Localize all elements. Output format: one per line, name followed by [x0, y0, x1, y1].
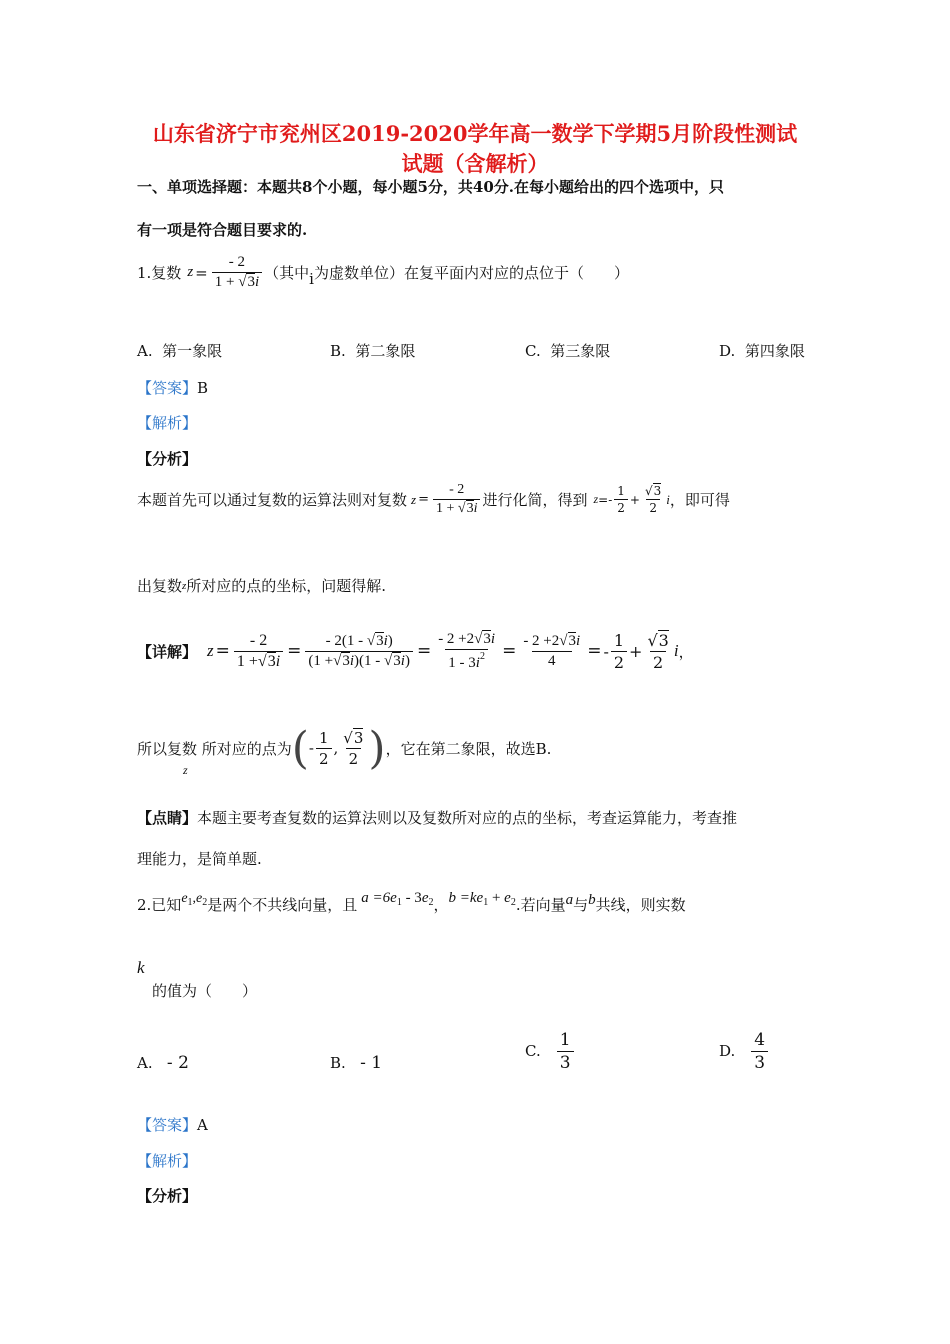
fenxi-res-sqrt3	[642, 484, 664, 515]
q2-option-c	[525, 1026, 576, 1076]
q1-fenxi-line1	[137, 482, 730, 517]
q2-a-def	[361, 890, 433, 908]
detail-tail: ，	[678, 642, 694, 661]
dianjing-label: 【点睛】	[137, 809, 198, 827]
answer-label: 【答案】	[137, 1116, 198, 1134]
q2-text-d: 的值为（ ）	[152, 982, 258, 1000]
xiangjie-label: 【详解】	[137, 642, 198, 661]
q1-eq: =	[195, 263, 208, 282]
q1-dianjing-line2: 理能力，是简单题.	[137, 850, 262, 868]
conclude-a: 所以复数	[137, 739, 198, 758]
q1-analysis-label: 【解析】	[137, 414, 198, 432]
q2-option-d	[719, 1026, 770, 1076]
option-den: 3	[751, 1051, 768, 1073]
detail-f3-num-sq: 3	[483, 630, 491, 647]
dianjing-text-a: 本题主要考查复数的运算法则以及复数所对应的点的坐标，考查运算能力，考查推	[197, 809, 738, 827]
q1-fraction	[212, 254, 262, 291]
q1-option-d	[719, 340, 805, 361]
detail-f3-den: 1 - 3	[448, 654, 476, 671]
q2-answer	[137, 1114, 208, 1135]
detail-res-sqrt3	[644, 631, 671, 672]
detail-frac3	[435, 631, 498, 672]
option-letter: C.	[525, 1042, 541, 1060]
option-fraction	[751, 1030, 768, 1073]
option-letter: D.	[719, 1042, 736, 1060]
point-y	[340, 729, 366, 768]
q2-sub1: 1	[187, 896, 193, 908]
sqrt-icon: √	[384, 652, 393, 669]
detail-half-num: 1	[613, 630, 625, 650]
q2-k: k	[137, 958, 145, 977]
point-y-num: 3	[353, 728, 364, 747]
fenxi-res-plus: +	[629, 492, 640, 507]
q1-frac-num: - 2	[228, 254, 246, 270]
q1-fenxi-line2	[137, 575, 386, 596]
sq-den: 2	[646, 499, 660, 515]
q2-text-c: 共线，则实数	[595, 895, 686, 914]
detail-f2-den-b: 1 -	[364, 652, 385, 669]
fenxi-line2-z: z	[182, 580, 187, 592]
detail-sq-num: 3	[658, 630, 669, 650]
fenxi-res-i: i	[666, 491, 670, 507]
option-text: 第一象限	[162, 342, 223, 360]
section-heading-line2: 有一项是符合题目要求的.	[137, 221, 308, 239]
section-heading-line1: 一、单项选择题：本题共8个小题，每小题5分，共40分.在每小题给出的四个选项中，只	[137, 178, 724, 196]
q1-dianjing-line1	[137, 807, 737, 828]
fenxi-res-half	[614, 484, 628, 515]
detail-f4-num: - 2 +2	[523, 632, 560, 649]
q1-note-b: 为虚数单位）在复平面内对应的点位于（ ）	[313, 264, 629, 282]
option-text: - 1	[360, 1053, 383, 1073]
detail-eq4: =	[502, 641, 517, 661]
fenxi-den-i: i	[473, 501, 478, 516]
option-letter: A.	[137, 342, 153, 360]
document-title-line1: 山东省济宁市兖州区2019-2020学年高一数学下学期5月阶段性测试	[152, 121, 798, 146]
q2-minus3: - 3	[401, 890, 422, 906]
sqrt-icon: √	[238, 274, 247, 290]
fenxi-text-b: 进行化简，得到	[482, 491, 588, 509]
answer-label: 【答案】	[137, 379, 198, 397]
detail-f2-den-sq: 3	[342, 652, 350, 669]
option-fraction	[557, 1030, 574, 1073]
sqrt-icon: √	[644, 484, 653, 498]
q2-e: e	[504, 890, 511, 906]
q2-e: e	[196, 890, 203, 906]
detail-f2-num-sq: 3	[376, 632, 384, 649]
detail-f2-num-a: - 2	[325, 632, 342, 649]
sqrt-icon: √	[366, 632, 376, 649]
detail-f4-num-i: i	[576, 632, 581, 649]
sqrt-icon: √	[257, 652, 267, 670]
fenxi-text-c: ，即可得	[669, 491, 730, 509]
detail-f4-den: 4	[532, 651, 572, 670]
q2-e: e	[421, 890, 429, 906]
q1-note-a: （其中	[264, 264, 310, 282]
q1-option-b	[330, 340, 415, 361]
fenxi-text-a: 本题首先可以通过复数的运算法则对复数	[137, 491, 408, 509]
q2-e: e	[181, 890, 188, 906]
detail-f3-num: - 2 +2	[438, 630, 475, 647]
q2-e1e2	[181, 891, 207, 908]
half-den: 2	[614, 499, 628, 515]
fenxi-den-b: 3	[466, 501, 474, 516]
point-sign: -	[308, 739, 314, 757]
option-den: 3	[557, 1051, 574, 1073]
q2-sub1: 1	[483, 897, 489, 908]
option-letter: B.	[330, 1054, 346, 1072]
q1-den-i: i	[254, 274, 260, 290]
conclude-z: z	[183, 762, 188, 777]
detail-sq-den: 2	[650, 651, 666, 672]
fenxi-res-eq: =	[598, 492, 609, 507]
q2-plus: +	[488, 890, 505, 906]
fenxi-res-z: z	[593, 492, 599, 506]
q2-option-b	[330, 1053, 382, 1073]
detail-f1-den-i: i	[275, 652, 281, 670]
detail-f2-den-a: 1 +	[313, 652, 334, 669]
detail-f2-den-sq2: 3	[393, 652, 401, 669]
q2-sub2: 2	[510, 897, 516, 908]
option-text: - 2	[166, 1053, 189, 1073]
q2-prefix: 2.已知	[137, 895, 182, 914]
answer-value: A	[197, 1116, 208, 1134]
detail-f3-den-i: i	[475, 654, 480, 671]
q1-option-c	[525, 340, 610, 361]
detail-frac1	[234, 632, 283, 671]
q1-den-a: 1 +	[214, 274, 239, 290]
q2-b-def	[449, 890, 516, 908]
q1-answer	[137, 377, 208, 398]
detail-z: z	[207, 641, 214, 660]
sqrt-icon: √	[343, 728, 353, 747]
q2-text-b: .若向量	[515, 895, 566, 914]
document-title-line2: 试题（含解析）	[401, 151, 549, 176]
sqrt-icon: √	[474, 630, 483, 647]
fenxi-z: z	[411, 491, 417, 507]
detail-f3-num-i: i	[490, 630, 496, 647]
point-x	[316, 729, 332, 768]
q1-note-i: i	[309, 269, 314, 288]
q2-k-line	[137, 958, 258, 1001]
detail-f2-num-i: i	[383, 632, 388, 649]
detail-res-sign: -	[603, 641, 609, 661]
q2-yu: 与	[573, 895, 589, 914]
q2-option-a	[137, 1053, 189, 1073]
q2-b-eq: b =k	[448, 890, 477, 906]
q1-frac-den	[212, 272, 262, 291]
fenxi-frac-num: - 2	[449, 482, 465, 497]
detail-f1-den-b: 3	[267, 652, 276, 670]
detail-f1-num: - 2	[249, 631, 268, 649]
q1-conclusion: 所以复数 z 所对应的点为 ( - $\frac{1}{2}$ , $\frac{√3}{2}$ ) ，它在第二象限，故选B.	[137, 722, 552, 777]
fenxi-eq: =	[418, 492, 429, 507]
fenxi-fraction	[433, 482, 480, 517]
detail-f4-num-sq: 3	[568, 632, 577, 649]
conclude-b: 所对应的点为	[201, 739, 292, 758]
fenxi-den-a: 1 +	[435, 501, 458, 516]
q2-va: a	[565, 891, 574, 908]
point-x-num: 1	[318, 728, 329, 747]
q1-detail: 【详解】 z = $\frac{- 2}{1 +√3i}$ = $\frac{- 2(1 - √3i)}{(1 +√3i)(1 - √3i)}$ = $\frac{- 2 +2√3i}{1 - 3i^2}$ = $\frac{- 2 +2√3i}{4}$ = - $\frac{1}{2}$ + $\frac{√3}{2}$ i ，	[137, 630, 694, 672]
q1-option-a	[137, 340, 222, 361]
q2-sub1: 1	[396, 897, 402, 908]
detail-res-i: i	[673, 641, 679, 660]
sqrt-icon: √	[333, 652, 342, 669]
point-x-den: 2	[316, 748, 332, 768]
detail-f2-den-i: i	[349, 652, 355, 669]
q1-prefix: 1.复数	[137, 264, 182, 282]
paren-right-icon: )	[368, 722, 386, 774]
detail-frac2: $\frac{- 2(1 - √3i)}{(1 +√3i)(1 - √3i)}$	[305, 633, 413, 670]
detail-eq3: =	[416, 641, 432, 661]
q2-text-a: 是两个不共线向量，且	[207, 895, 358, 914]
q2-e: e	[476, 890, 484, 906]
half-num: 1	[617, 484, 625, 498]
q1-z: z	[187, 264, 194, 280]
option-letter: B.	[330, 342, 346, 360]
detail-f1-den-a: 1 +	[236, 652, 258, 670]
question-2-stem	[137, 886, 686, 922]
fenxi-line2-b: 所对应的点的坐标，问题得解.	[186, 577, 387, 595]
option-num: 4	[754, 1029, 766, 1050]
answer-value: B	[197, 379, 209, 397]
q2-analysis-label: 【解析】	[137, 1152, 198, 1170]
sqrt-icon: √	[457, 501, 466, 516]
detail-frac4	[520, 633, 583, 670]
detail-f2-num-b: 1 -	[346, 632, 367, 649]
q1-fenxi-label: 【分析】	[137, 450, 198, 468]
q2-sep: ，	[433, 895, 449, 914]
detail-eq1: =	[215, 641, 230, 661]
question-1-stem	[137, 254, 629, 291]
option-text: 第三象限	[550, 342, 611, 360]
option-letter: D.	[719, 342, 736, 360]
q2-sub2: 2	[202, 896, 208, 908]
option-text: 第二象限	[355, 342, 416, 360]
q2-a-eq: a =6	[361, 890, 391, 906]
point-y-den: 2	[346, 748, 362, 768]
sqrt-icon: √	[647, 630, 658, 650]
q1-den-b: 3	[247, 274, 255, 290]
paren-left-icon: (	[291, 722, 309, 774]
detail-eq5: =	[587, 641, 602, 661]
detail-f3-sup: 2	[479, 650, 485, 662]
q2-fenxi-label: 【分析】	[137, 1187, 198, 1205]
option-letter: A.	[137, 1054, 153, 1072]
conclude-c: ，它在第二象限，故选B.	[385, 739, 552, 758]
q2-comma: ,	[192, 890, 197, 906]
sqrt-icon: √	[559, 632, 568, 649]
q2-vb: b	[588, 891, 596, 908]
option-text: 第四象限	[744, 342, 805, 360]
q2-sub2: 2	[428, 897, 434, 908]
detail-f2-den-i2: i	[400, 652, 405, 669]
fenxi-line2-a: 出复数	[137, 577, 183, 595]
detail-eq2: =	[287, 641, 302, 661]
fenxi-res-sign: -	[608, 492, 613, 507]
option-letter: C.	[525, 342, 541, 360]
q2-e: e	[390, 890, 397, 906]
detail-res-half	[611, 631, 627, 672]
sq-num: 3	[653, 484, 662, 498]
option-num: 1	[559, 1029, 571, 1050]
detail-half-den: 2	[611, 651, 627, 672]
